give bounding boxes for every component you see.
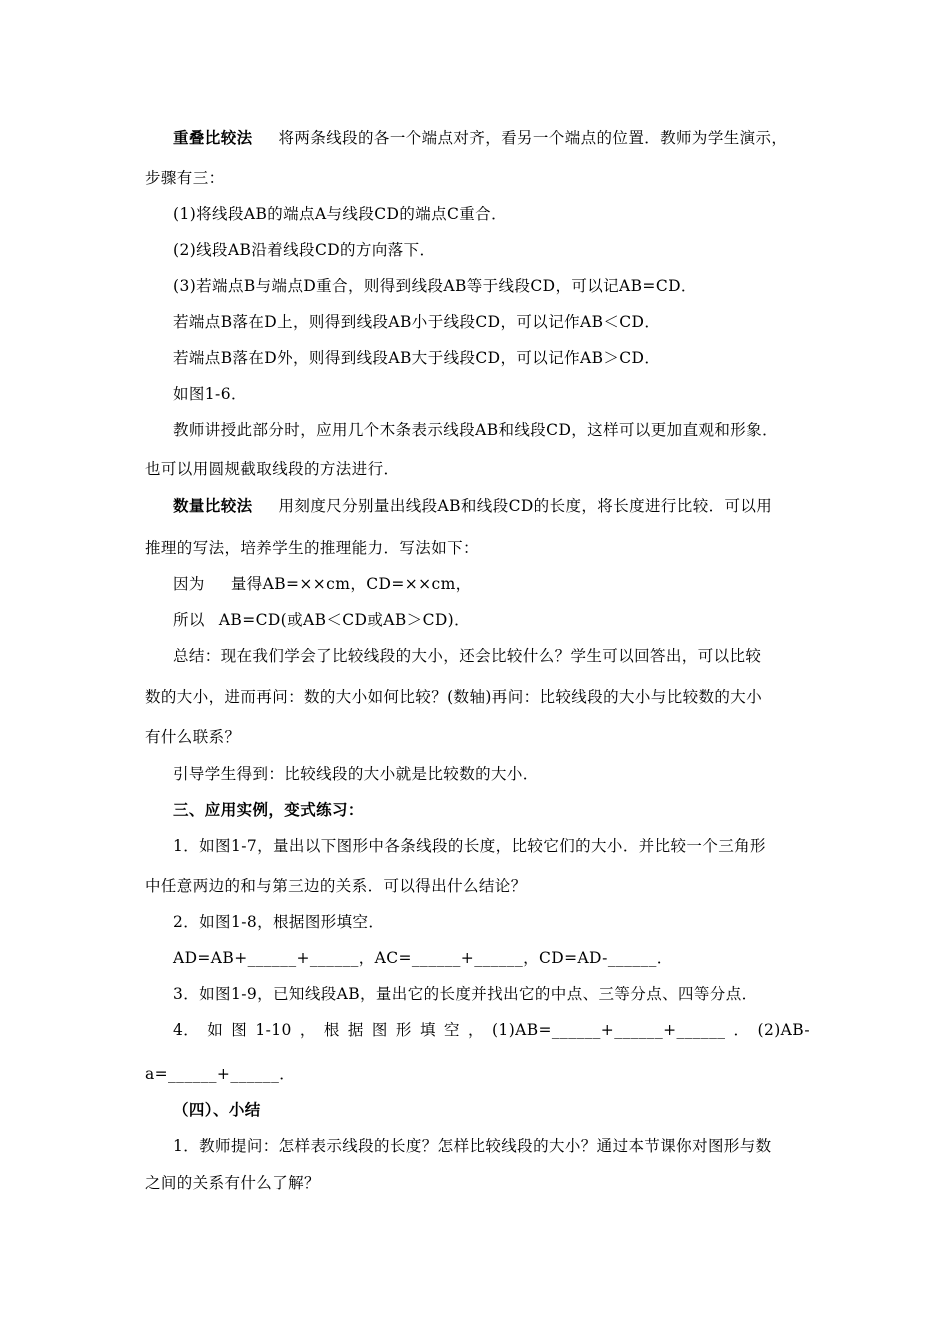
step-2: (2)线段AB沿着线段CD的方向落下． <box>173 241 436 259</box>
summary-line3: 有什么联系？ <box>145 728 241 746</box>
exercise-2-line1: 2．如图1-8，根据图形填空． <box>173 913 385 931</box>
paragraph-overlap-line2: 步骤有三： <box>145 169 225 187</box>
figure-ref-1-6: 如图1-6． <box>173 385 247 403</box>
paragraph-quantity-line1: 数量比较法 用刻度尺分别量出线段AB和线段CD的长度，将长度进行比较．可以用 <box>173 497 773 515</box>
exercise-4-line1: 4． 如 图 1-10 ， 根 据 图 形 填 空 ， (1)AB=______+______+______ ． (2)AB- <box>173 1021 810 1039</box>
question-1-line2: 之间的关系有什么了解？ <box>145 1174 320 1192</box>
guide-line: 引导学生得到：比较线段的大小就是比较数的大小． <box>173 765 539 783</box>
exercise-3: 3．如图1-9，已知线段AB，量出它的长度并找出它的中点、三等分点、四等分点． <box>173 985 758 1003</box>
step-3-less: 若端点B落在D上，则得到线段AB小于线段CD，可以记作AB＜CD． <box>173 313 661 331</box>
question-1-line1: 1．教师提问：怎样表示线段的长度？怎样比较线段的大小？通过本节课你对图形与数 <box>173 1137 772 1155</box>
exercise-1-line1: 1．如图1-7，量出以下图形中各条线段的长度，比较它们的大小．并比较一个三角形 <box>173 837 766 855</box>
exercise-4-line2: a=______+______． <box>145 1065 296 1083</box>
section-heading-3: 三、应用实例，变式练习： <box>173 801 364 819</box>
because-line: 因为 量得AB=××cm，CD=××cm， <box>173 575 472 593</box>
paragraph-overlap-line1: 重叠比较法 将两条线段的各一个端点对齐，看另一个端点的位置．教师为学生演示， <box>173 129 788 147</box>
paragraph-quantity-line2: 推理的写法，培养学生的推理能力．写法如下： <box>145 539 479 557</box>
so-line: 所以 AB=CD(或AB＜CD或AB＞CD)． <box>173 611 471 629</box>
summary-line2: 数的大小，进而再问：数的大小如何比较？(数轴)再问：比较线段的大小与比较数的大小 <box>145 688 763 706</box>
section-heading-4: （四）、小结 <box>173 1101 261 1119</box>
term-overlap-method: 重叠比较法 <box>173 129 253 147</box>
teaching-note-line1: 教师讲授此部分时，应用几个木条表示线段AB和线段CD，这样可以更加直观和形象． <box>173 421 778 439</box>
term-quantity-method: 数量比较法 <box>173 497 253 515</box>
step-1: (1)将线段AB的端点A与线段CD的端点C重合． <box>173 205 507 223</box>
exercise-2-line2: AD=AB+______+______，AC=______+______，CD=AD-______． <box>173 949 673 967</box>
exercise-1-line2: 中任意两边的和与第三边的关系．可以得出什么结论？ <box>145 877 527 895</box>
teaching-note-line2: 也可以用圆规截取线段的方法进行． <box>145 460 400 478</box>
step-3-greater: 若端点B落在D外，则得到线段AB大于线段CD，可以记作AB＞CD． <box>173 349 661 367</box>
step-3: (3)若端点B与端点D重合，则得到线段AB等于线段CD，可以记AB=CD． <box>173 277 697 295</box>
summary-line1: 总结：现在我们学会了比较线段的大小，还会比较什么？学生可以回答出，可以比较 <box>173 647 762 665</box>
